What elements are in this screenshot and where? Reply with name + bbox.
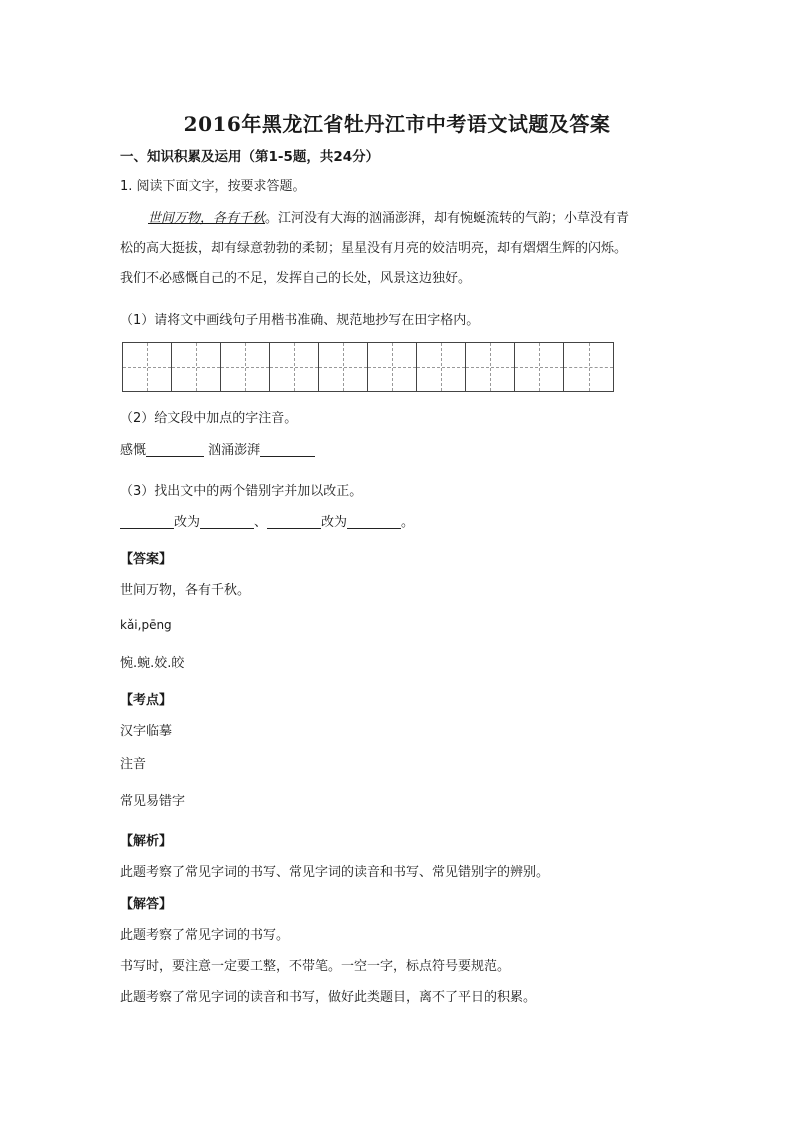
- answer-1: 世间万物，各有千秋。: [120, 583, 251, 598]
- kaodian-3: 常见易错字: [120, 794, 186, 809]
- grid-cell[interactable]: [515, 343, 564, 391]
- answer-blank[interactable]: [200, 514, 254, 529]
- passage-line-3: 我们不必感慨自己的不足，发挥自己的长处，风景这边独好。: [120, 271, 472, 286]
- grid-cell[interactable]: [221, 343, 270, 391]
- grid-cell[interactable]: [564, 343, 613, 391]
- answer-2: kǎi,pēng: [120, 618, 172, 632]
- word-kaikai: 感慨: [120, 443, 147, 458]
- section-heading: 一、知识积累及运用（第1-5题，共24分）: [120, 149, 380, 165]
- answer-header: 【答案】: [120, 552, 173, 567]
- answer-3: 惋.蜿.姣.皎: [120, 656, 185, 671]
- separator: 、: [254, 515, 268, 530]
- grid-cell[interactable]: [172, 343, 221, 391]
- answer-blank[interactable]: [267, 514, 321, 529]
- grid-cell[interactable]: [319, 343, 368, 391]
- grid-cell[interactable]: [417, 343, 466, 391]
- jieda-line-2: 书写时，要注意一定要工整，不带笔。一空一字，标点符号要规范。: [120, 959, 511, 974]
- tianzige-grid[interactable]: [122, 342, 614, 392]
- kaodian-2: 注音: [120, 757, 147, 772]
- sub-question-2: （2）给文段中加点的字注音。: [120, 411, 298, 426]
- passage-line-1: [148, 210, 629, 228]
- answer-blank[interactable]: [120, 514, 174, 529]
- page-title: 2016年黑龙江省牡丹江市中考语文试题及答案: [183, 112, 611, 136]
- period: 。: [401, 515, 415, 530]
- answer-blank[interactable]: [146, 442, 204, 457]
- jieda-line-3: 此题考察了常见字词的读音和书写，做好此类题目，离不了平日的积累。: [120, 990, 537, 1005]
- grid-cell[interactable]: [466, 343, 515, 391]
- sub-question-2-blanks: [120, 442, 315, 460]
- grid-cell[interactable]: [270, 343, 319, 391]
- answer-blank[interactable]: [260, 442, 315, 457]
- sub-question-1: （1）请将文中画线句子用楷书准确、规范地抄写在田字格内。: [120, 313, 480, 328]
- jieda-header: 【解答】: [120, 897, 173, 912]
- jiexi-text: 此题考察了常见字词的书写、常见字词的读音和书写、常见错别字的辨别。: [120, 865, 550, 880]
- sub-question-3-blanks: [120, 514, 414, 532]
- grid-cell[interactable]: [123, 343, 172, 391]
- question-prompt: 1. 阅读下面文字，按要求答题。: [120, 179, 306, 194]
- passage-line-2: 松的高大挺拔，却有绿意勃勃的柔韧；星星没有月亮的姣洁明亮，却有熠熠生辉的闪烁。: [120, 241, 628, 256]
- jieda-line-1: 此题考察了常见字词的书写。: [120, 928, 290, 943]
- grid-cell[interactable]: [368, 343, 417, 391]
- sub-question-3: （3）找出文中的两个错别字并加以改正。: [120, 484, 363, 499]
- word-xiongyong: 汹涌澎湃: [208, 443, 261, 458]
- kaodian-1: 汉字临摹: [120, 724, 173, 739]
- change-to-label: 改为: [174, 515, 201, 530]
- jiexi-header: 【解析】: [120, 834, 173, 849]
- passage-line-1-text: 。江河没有大海的汹涌澎湃，却有惋蜒流转的气韵；小草没有青: [265, 211, 630, 226]
- kaodian-header: 【考点】: [120, 693, 173, 708]
- underlined-sentence: 世间万物，各有千秋: [148, 211, 266, 226]
- answer-blank[interactable]: [347, 514, 401, 529]
- change-to-label: 改为: [321, 515, 348, 530]
